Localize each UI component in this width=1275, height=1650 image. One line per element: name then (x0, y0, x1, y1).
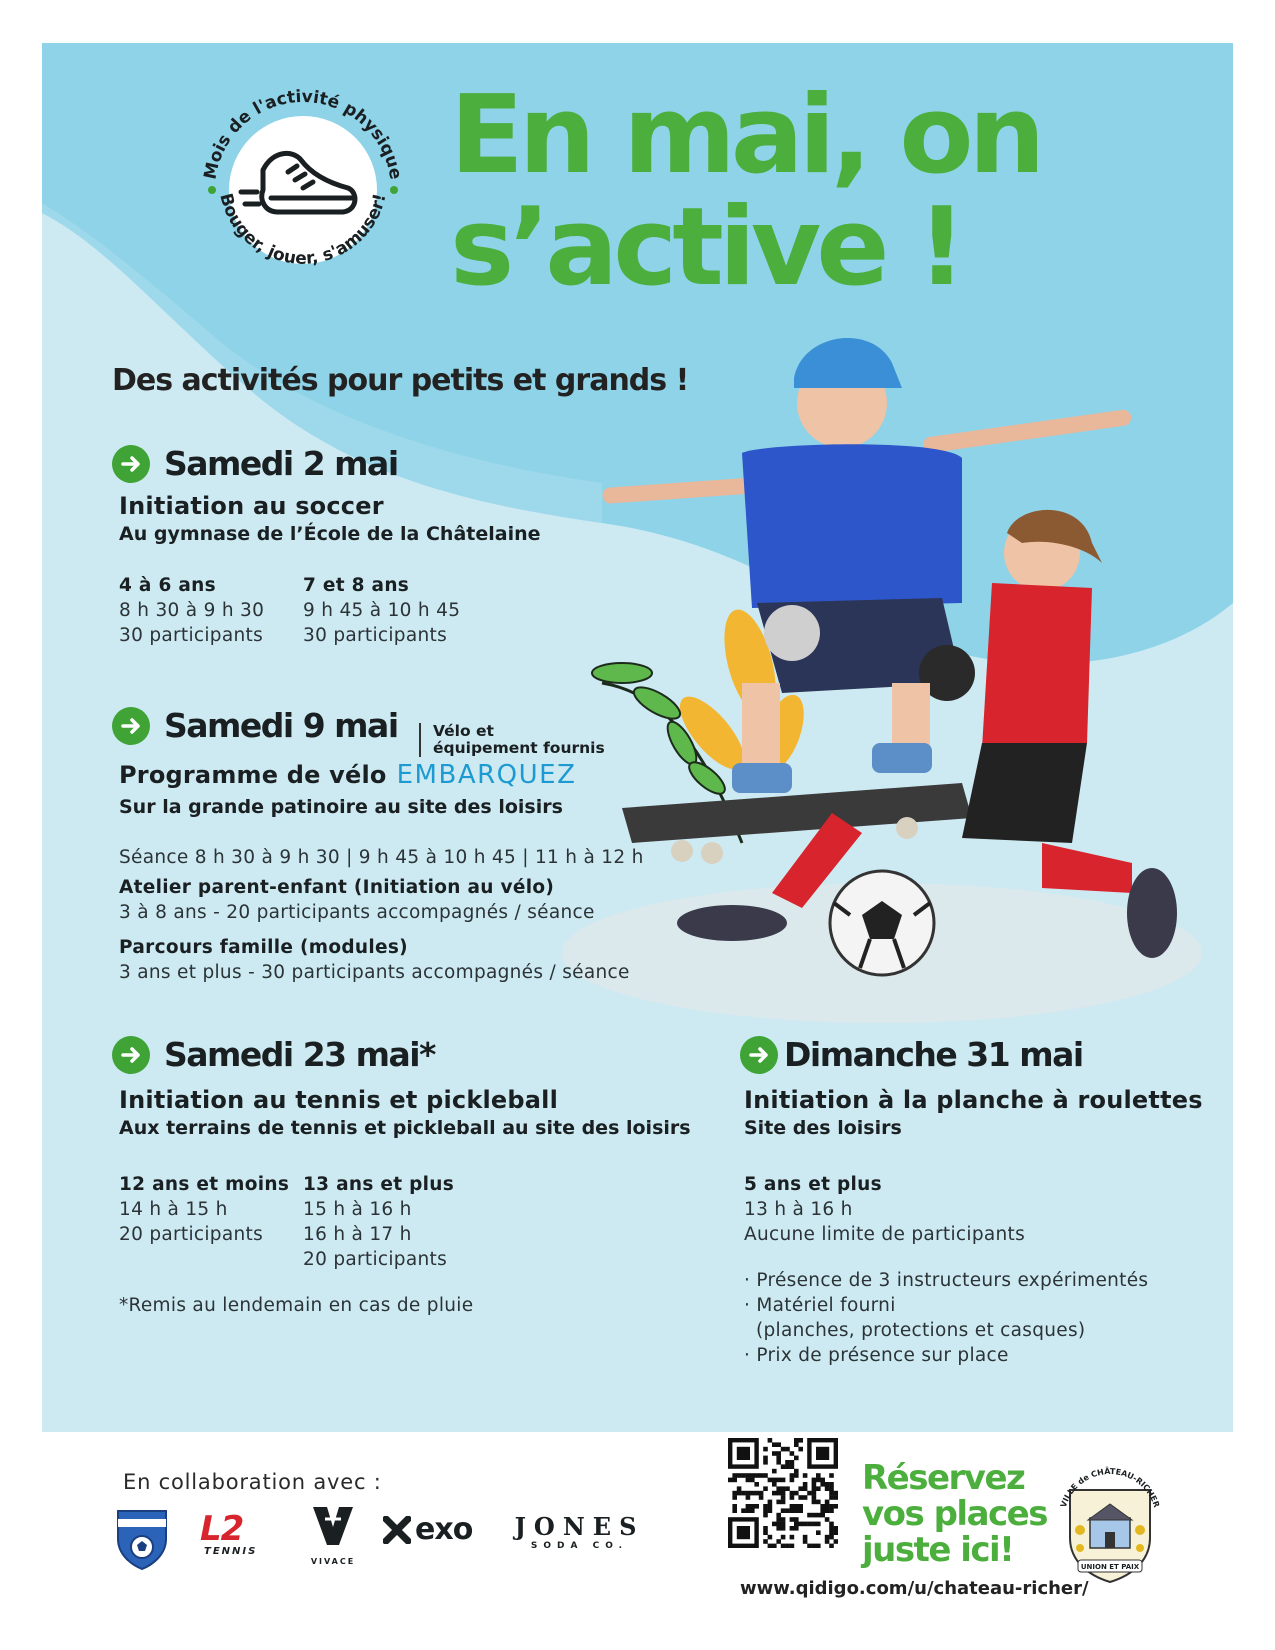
qr-module (812, 1478, 817, 1483)
course-title: Parcours famille (modules) (119, 937, 408, 958)
note-line-2: équipement fournis (433, 739, 605, 757)
bullet-item: · Matériel fourni (744, 1295, 896, 1316)
group-time: 14 h à 15 h (119, 1199, 228, 1220)
vivace-logo: VIVACE (308, 1505, 358, 1566)
qr-module (772, 1482, 777, 1487)
workshop-title: Atelier parent-enfant (Initiation au vélo) (119, 877, 555, 898)
event-4-info (744, 1172, 1025, 1247)
group-capacity: 20 participants (119, 1224, 264, 1245)
qr-module (772, 1522, 777, 1527)
qr-module (825, 1486, 830, 1491)
event-4-capacity: Aucune limite de participants (744, 1224, 1026, 1245)
event-1-activity: Initiation au soccer (119, 492, 384, 520)
qr-module (732, 1508, 737, 1513)
qr-module (807, 1491, 812, 1496)
qr-module (772, 1469, 777, 1474)
qr-module (794, 1473, 799, 1478)
qr-finder (737, 1526, 750, 1539)
qr-module (776, 1451, 781, 1456)
event-2-date (112, 706, 398, 745)
qr-module (732, 1491, 737, 1496)
qr-module (829, 1482, 834, 1487)
qr-module (785, 1447, 790, 1452)
registration-url[interactable]: www.qidigo.com/u/chateau-richer/ (740, 1578, 1089, 1599)
event-4-date-text: Dimanche 31 mai (784, 1035, 1083, 1074)
qr-module (825, 1508, 830, 1513)
qr-module (763, 1504, 768, 1509)
qr-module (785, 1460, 790, 1465)
qr-module (785, 1544, 790, 1548)
svg-text:UNION ET PAIX: UNION ET PAIX (1080, 1563, 1140, 1571)
qr-module (768, 1535, 773, 1540)
qr-module (746, 1504, 751, 1509)
title-line-2: s’active ! (450, 185, 962, 310)
embarquez-logo: EMBARQUEZ (396, 760, 577, 790)
qr-module (776, 1500, 781, 1505)
course-detail: 3 ans et plus - 30 participants accompagnés / séance (119, 962, 630, 983)
qr-module (798, 1486, 803, 1491)
qr-module (763, 1508, 768, 1513)
qr-module (763, 1460, 768, 1465)
arrow-right-icon (740, 1036, 778, 1074)
qr-module (794, 1438, 799, 1443)
qr-module (829, 1522, 834, 1527)
qr-module (790, 1535, 795, 1540)
qr-module (790, 1451, 795, 1456)
qr-module (781, 1522, 786, 1527)
event-1-date (112, 444, 398, 483)
event-4-bullets (744, 1268, 1148, 1368)
event-4-activity: Initiation à la planche à roulettes (744, 1086, 1203, 1114)
qr-module (816, 1486, 821, 1491)
qr-module (781, 1526, 786, 1531)
qr-module (816, 1500, 821, 1505)
qr-module (803, 1495, 808, 1500)
event-4-time: 13 h à 16 h (744, 1199, 853, 1220)
qr-module (763, 1539, 768, 1544)
qr-module (750, 1478, 755, 1483)
qr-module (790, 1491, 795, 1496)
qr-module (816, 1530, 821, 1535)
qr-module (790, 1473, 795, 1478)
group-time: 9 h 45 à 10 h 45 (303, 600, 461, 621)
qr-module (763, 1456, 768, 1461)
qr-module (829, 1508, 834, 1513)
qr-module (776, 1517, 781, 1522)
qr-module (776, 1456, 781, 1461)
qr-module (798, 1522, 803, 1527)
qr-module (785, 1508, 790, 1513)
qr-module (834, 1526, 838, 1531)
qr-module (750, 1508, 755, 1513)
qr-finder (737, 1447, 750, 1460)
qr-module (754, 1504, 759, 1509)
group-age: 7 et 8 ans (303, 575, 410, 596)
title-line-1: En mai, on (450, 73, 1041, 198)
qr-module (798, 1508, 803, 1513)
qr-module (794, 1508, 799, 1513)
qr-module (741, 1508, 746, 1513)
qr-module (750, 1473, 755, 1478)
group-age: 13 ans et plus (303, 1174, 455, 1195)
qr-module (776, 1486, 781, 1491)
qr-module (790, 1526, 795, 1531)
qr-module (798, 1447, 803, 1452)
event-3-place: Aux terrains de tennis et pickleball au site des loisirs (119, 1117, 691, 1139)
qr-module (781, 1486, 786, 1491)
qr-module (834, 1491, 838, 1496)
qr-module (834, 1530, 838, 1535)
event-4-place: Site des loisirs (744, 1117, 902, 1139)
main-title (450, 73, 1041, 310)
qr-module (781, 1508, 786, 1513)
qr-module (790, 1460, 795, 1465)
qr-module (750, 1491, 755, 1496)
qr-module (781, 1535, 786, 1540)
qr-module (790, 1504, 795, 1509)
qr-module (794, 1504, 799, 1509)
qr-module (737, 1491, 742, 1496)
qr-module (781, 1464, 786, 1469)
qr-module (781, 1495, 786, 1500)
qr-module (803, 1482, 808, 1487)
qr-module (816, 1513, 821, 1518)
qr-module (812, 1513, 817, 1518)
qr-module (803, 1522, 808, 1527)
qr-module (759, 1491, 764, 1496)
qr-module (746, 1491, 751, 1496)
qr-module (812, 1482, 817, 1487)
qr-module (728, 1478, 733, 1483)
qr-module (820, 1478, 825, 1483)
qr-module (763, 1486, 768, 1491)
qr-module (768, 1500, 773, 1505)
note-line-1: Vélo et (433, 722, 494, 740)
reserve-line-3: juste ici! (862, 1530, 1014, 1570)
qr-module (820, 1513, 825, 1518)
event-2-course (119, 935, 630, 985)
qr-module (768, 1508, 773, 1513)
event-2-date-text: Samedi 9 mai (164, 706, 398, 745)
qr-module (794, 1456, 799, 1461)
qr-module (798, 1504, 803, 1509)
qr-module (732, 1473, 737, 1478)
qr-module (803, 1473, 808, 1478)
event-1-date-text: Samedi 2 mai (164, 444, 398, 483)
qr-module (746, 1473, 751, 1478)
qr-module (812, 1500, 817, 1505)
event-3-activity: Initiation au tennis et pickleball (119, 1086, 559, 1114)
event-3-group-2 (303, 1172, 454, 1272)
qr-module (759, 1495, 764, 1500)
qr-module (820, 1508, 825, 1513)
qr-module (772, 1442, 777, 1447)
qr-module (781, 1478, 786, 1483)
qr-module (834, 1539, 838, 1544)
qr-module (781, 1544, 786, 1548)
qr-module (794, 1522, 799, 1527)
event-2-sessions: Séance 8 h 30 à 9 h 30 | 9 h 45 à 10 h 45 | 11 h à 12 h (119, 847, 644, 868)
event-2-note (419, 723, 605, 757)
qr-module (772, 1544, 777, 1548)
qr-module (754, 1473, 759, 1478)
group-capacity: 30 participants (303, 625, 448, 646)
qr-module (732, 1495, 737, 1500)
qr-module (732, 1478, 737, 1483)
qr-module (816, 1522, 821, 1527)
qr-module (812, 1522, 817, 1527)
svg-text:VILLE de CHÂTEAU-RICHER: VILLE de CHÂTEAU-RICHER (1058, 1466, 1162, 1509)
group-time: 8 h 30 à 9 h 30 (119, 600, 265, 621)
qr-module (741, 1473, 746, 1478)
qr-module (768, 1438, 773, 1443)
qr-module (820, 1504, 825, 1509)
arrow-right-icon (112, 445, 150, 483)
qr-module (794, 1526, 799, 1531)
qr-module (829, 1491, 834, 1496)
event-2-place: Sur la grande patinoire au site des loisirs (119, 796, 563, 818)
qr-module (781, 1491, 786, 1496)
qr-module (794, 1442, 799, 1447)
qr-module (776, 1522, 781, 1527)
collab-label: En collaboration avec : (123, 1470, 382, 1494)
qr-module (834, 1504, 838, 1509)
arrow-right-icon (112, 1036, 150, 1074)
reserve-line-2: vos places (862, 1494, 1047, 1534)
qr-module (829, 1495, 834, 1500)
qr-module (781, 1517, 786, 1522)
qr-module (807, 1513, 812, 1518)
qr-module (816, 1478, 821, 1483)
qr-module (737, 1473, 742, 1478)
qr-module (807, 1544, 812, 1548)
bullet-item: (planches, protections et casques) (756, 1320, 1086, 1341)
bullet-item: · Prix de présence sur place (744, 1345, 1009, 1366)
qr-module (825, 1517, 830, 1522)
reserve-cta[interactable] (862, 1460, 1047, 1568)
group-capacity: 30 participants (119, 625, 264, 646)
qr-module (790, 1508, 795, 1513)
l2-tennis-logo: L2 TENNIS (200, 1509, 258, 1557)
qr-module (763, 1473, 768, 1478)
event-2-workshop (119, 875, 595, 925)
qr-module (829, 1486, 834, 1491)
qr-module (763, 1530, 768, 1535)
qr-module (772, 1491, 777, 1496)
qr-module (816, 1544, 821, 1548)
qr-module (768, 1478, 773, 1483)
arrow-right-icon (112, 707, 150, 745)
qr-module (746, 1508, 751, 1513)
qr-module (741, 1491, 746, 1496)
qr-module (763, 1513, 768, 1518)
qr-module (776, 1442, 781, 1447)
subtitle: Des activités pour petits et grands ! (112, 363, 689, 398)
event-3-date (112, 1035, 435, 1074)
qr-module (825, 1500, 830, 1505)
qr-module (798, 1495, 803, 1500)
qr-module (790, 1478, 795, 1483)
qr-module (803, 1539, 808, 1544)
workshop-detail: 3 à 8 ans - 20 participants accompagnés / séance (119, 902, 595, 923)
soccer-club-crest-icon (112, 1505, 172, 1571)
qr-module (776, 1478, 781, 1483)
event-4-date (740, 1035, 1083, 1074)
qr-module (763, 1526, 768, 1531)
group-capacity: 20 participants (303, 1249, 448, 1270)
city-crest-icon (1050, 1460, 1170, 1590)
qr-module (829, 1535, 834, 1540)
event-3-date-text: Samedi 23 mai* (164, 1035, 435, 1074)
qr-module (834, 1495, 838, 1500)
reserve-line-1: Réservez (862, 1458, 1025, 1498)
qr-module (737, 1486, 742, 1491)
qr-module (812, 1495, 817, 1500)
qr-module (781, 1447, 786, 1452)
qr-module (754, 1482, 759, 1487)
qr-module (772, 1451, 777, 1456)
qr-module (776, 1513, 781, 1518)
qr-module (776, 1539, 781, 1544)
event-3-footnote: *Remis au lendemain en cas de pluie (119, 1295, 474, 1316)
event-4-age: 5 ans et plus (744, 1174, 882, 1195)
qr-module (803, 1535, 808, 1540)
qr-module (776, 1526, 781, 1531)
qr-module (746, 1478, 751, 1483)
qr-module (825, 1535, 830, 1540)
exo-x-icon (383, 1516, 411, 1544)
qr-module (803, 1486, 808, 1491)
qr-module (785, 1464, 790, 1469)
activity-month-badge (193, 80, 413, 300)
qr-code[interactable] (728, 1438, 838, 1548)
qr-module (776, 1460, 781, 1465)
qr-module (794, 1469, 799, 1474)
qr-module (759, 1473, 764, 1478)
badge-bottom-text: Bouger, jouer, s'amuser! (215, 191, 391, 269)
qr-module (763, 1447, 768, 1452)
qr-module (754, 1491, 759, 1496)
qr-module (812, 1491, 817, 1496)
event-1-group-2 (303, 573, 460, 648)
qr-module (794, 1517, 799, 1522)
qr-module (790, 1544, 795, 1548)
qr-module (732, 1504, 737, 1509)
qr-module (790, 1495, 795, 1500)
qr-module (798, 1438, 803, 1443)
event-1-place: Au gymnase de l’École de la Châtelaine (119, 523, 541, 545)
qr-module (750, 1504, 755, 1509)
qr-module (829, 1544, 834, 1548)
badge-top-text: Mois de l'activité physique (200, 86, 406, 182)
bullet-item: · Présence de 3 instructeurs expérimentés (744, 1270, 1149, 1291)
qr-module (812, 1486, 817, 1491)
group-age: 12 ans et moins (119, 1174, 290, 1195)
qr-module (794, 1491, 799, 1496)
qr-module (790, 1464, 795, 1469)
qr-module (829, 1473, 834, 1478)
qr-module (776, 1491, 781, 1496)
qr-module (829, 1530, 834, 1535)
qr-module (772, 1478, 777, 1483)
qr-module (816, 1473, 821, 1478)
event-2-activity (119, 760, 576, 790)
qr-module (785, 1486, 790, 1491)
qr-module (781, 1500, 786, 1505)
qr-module (807, 1522, 812, 1527)
qr-module (746, 1495, 751, 1500)
exo-logo: exo (383, 1512, 472, 1547)
event-3-group-1 (119, 1172, 289, 1247)
qr-module (768, 1544, 773, 1548)
qr-module (829, 1504, 834, 1509)
qr-module (825, 1504, 830, 1509)
qr-finder (816, 1447, 829, 1460)
event-1-group-1 (119, 573, 264, 648)
qr-module (825, 1482, 830, 1487)
qr-module (790, 1517, 795, 1522)
group-time-2: 16 h à 17 h (303, 1224, 412, 1245)
qr-module (829, 1526, 834, 1531)
event-2-activity-text: Programme de vélo (119, 761, 387, 789)
group-age: 4 à 6 ans (119, 575, 216, 596)
vivace-v-icon (311, 1505, 355, 1547)
group-time: 15 h à 16 h (303, 1199, 412, 1220)
qr-module (820, 1482, 825, 1487)
qr-module (768, 1504, 773, 1509)
jones-soda-logo: JONES SODA CO. (514, 1512, 645, 1551)
qr-module (812, 1544, 817, 1548)
qr-module (825, 1539, 830, 1544)
